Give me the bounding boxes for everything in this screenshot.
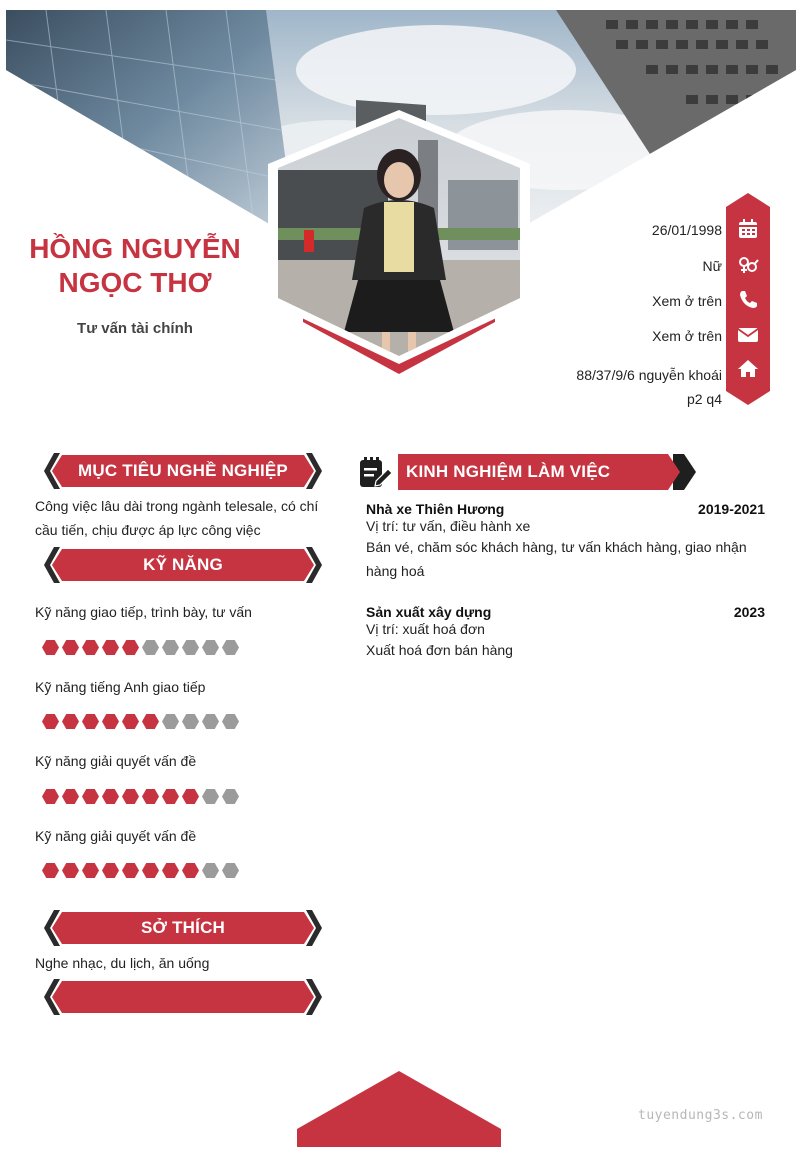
rating-hex-empty: [222, 789, 239, 804]
rating-hex-filled: [122, 863, 139, 878]
rating-hex-filled: [102, 789, 119, 804]
birthday-value: 26/01/1998: [651, 222, 722, 238]
rating-hex-filled: [42, 640, 59, 655]
hobbies-title: SỞ THÍCH: [140, 918, 226, 937]
rating-hex-empty: [182, 714, 199, 729]
rating-hex-empty: [222, 640, 239, 655]
rating-hex-empty: [162, 640, 179, 655]
rating-hex-empty: [222, 714, 239, 729]
experience-time: 2023: [733, 604, 765, 620]
rating-hex-filled: [102, 640, 119, 655]
rating-hex-filled: [142, 714, 159, 729]
home-icon: [737, 358, 759, 380]
full-name: [20, 232, 250, 300]
name-line-1: HỒNG NGUYỄN: [29, 233, 241, 264]
experience-title: KINH NGHIỆM LÀM VIỆC: [406, 462, 611, 481]
skill-name: Kỹ năng giao tiếp, trình bày, tư vấn: [35, 604, 252, 620]
hobbies-section-header: [44, 910, 322, 946]
rating-hex-filled: [122, 640, 139, 655]
experience-position: Vị trí: xuất hoá đơn: [366, 621, 485, 637]
rating-hex-filled: [122, 714, 139, 729]
experience-desc-line-1: Bán vé, chăm sóc khách hàng, tư vấn khách hàng, giao nhận: [366, 539, 747, 555]
experience-description: [366, 535, 766, 583]
experience-desc-line-2: hàng hoá: [366, 563, 425, 579]
rating-hex-filled: [62, 863, 79, 878]
rating-hex-empty: [142, 640, 159, 655]
address-line-2: p2 q4: [686, 391, 722, 407]
gender-value: Nữ: [702, 258, 722, 274]
email-value: Xem ở trên: [652, 328, 722, 344]
objective-line-1: Công việc lâu dài trong ngành telesale, có chí: [35, 498, 319, 514]
rating-hex-filled: [82, 863, 99, 878]
experience-position: Vị trí: tư vấn, điều hành xe: [366, 518, 531, 534]
rating-hex-empty: [202, 714, 219, 729]
objective-line-2: cầu tiến, chịu được áp lực công việc: [35, 522, 261, 538]
experience-company: Nhà xe Thiên Hương: [366, 501, 505, 517]
rating-hex-filled: [102, 863, 119, 878]
objective-section-header: [44, 453, 322, 489]
rating-hex-filled: [82, 714, 99, 729]
rating-hex-filled: [182, 863, 199, 878]
experience-notepad-icon: [358, 455, 394, 491]
skill-rating: [42, 863, 239, 879]
rating-hex-filled: [42, 789, 59, 804]
experience-section-header: [398, 454, 696, 490]
skill-name: Kỹ năng tiếng Anh giao tiếp: [35, 679, 206, 695]
rating-hex-filled: [62, 714, 79, 729]
phone-value: Xem ở trên: [652, 293, 722, 309]
rating-hex-filled: [142, 863, 159, 878]
hobbies-text: Nghe nhạc, du lịch, ăn uống: [35, 955, 210, 971]
rating-hex-empty: [202, 640, 219, 655]
rating-hex-filled: [182, 789, 199, 804]
calendar-icon: [737, 218, 759, 240]
phone-icon: [737, 288, 759, 310]
experience-time: 2019-2021: [698, 501, 765, 517]
footer-red-shape: [297, 1071, 501, 1147]
rating-hex-empty: [202, 863, 219, 878]
skill-rating: [42, 789, 239, 805]
watermark-text: tuyendung3s.com: [638, 1108, 763, 1123]
rating-hex-filled: [62, 789, 79, 804]
empty-section-header: [44, 979, 322, 1015]
job-title: Tư vấn tài chính: [77, 320, 193, 337]
address-value: [576, 363, 722, 411]
rating-hex-filled: [42, 863, 59, 878]
objective-text: [35, 494, 330, 542]
rating-hex-empty: [222, 863, 239, 878]
rating-hex-filled: [62, 640, 79, 655]
rating-hex-empty: [202, 789, 219, 804]
objective-title: MỤC TIÊU NGHỀ NGHIỆP: [78, 461, 288, 480]
experience-description: Xuất hoá đơn bán hàng: [366, 642, 513, 658]
skill-rating: [42, 714, 239, 730]
skill-name: Kỹ năng giải quyết vấn đề: [35, 828, 197, 844]
address-line-1: 88/37/9/6 nguyễn khoái: [576, 367, 722, 383]
rating-hex-filled: [82, 789, 99, 804]
gender-icon: [737, 254, 759, 276]
rating-hex-filled: [82, 640, 99, 655]
rating-hex-filled: [162, 863, 179, 878]
skills-title: KỸ NĂNG: [143, 555, 223, 574]
skill-rating: [42, 640, 239, 656]
skill-name: Kỹ năng giải quyết vấn đề: [35, 753, 197, 769]
rating-hex-empty: [162, 714, 179, 729]
rating-hex-filled: [102, 714, 119, 729]
rating-hex-filled: [42, 714, 59, 729]
avatar-photo: [268, 110, 530, 375]
experience-company: Sản xuất xây dựng: [366, 604, 492, 620]
rating-hex-empty: [182, 640, 199, 655]
rating-hex-filled: [142, 789, 159, 804]
mail-icon: [737, 324, 759, 346]
rating-hex-filled: [122, 789, 139, 804]
rating-hex-filled: [162, 789, 179, 804]
name-line-2: NGỌC THƠ: [58, 267, 212, 298]
skills-section-header: [44, 547, 322, 583]
